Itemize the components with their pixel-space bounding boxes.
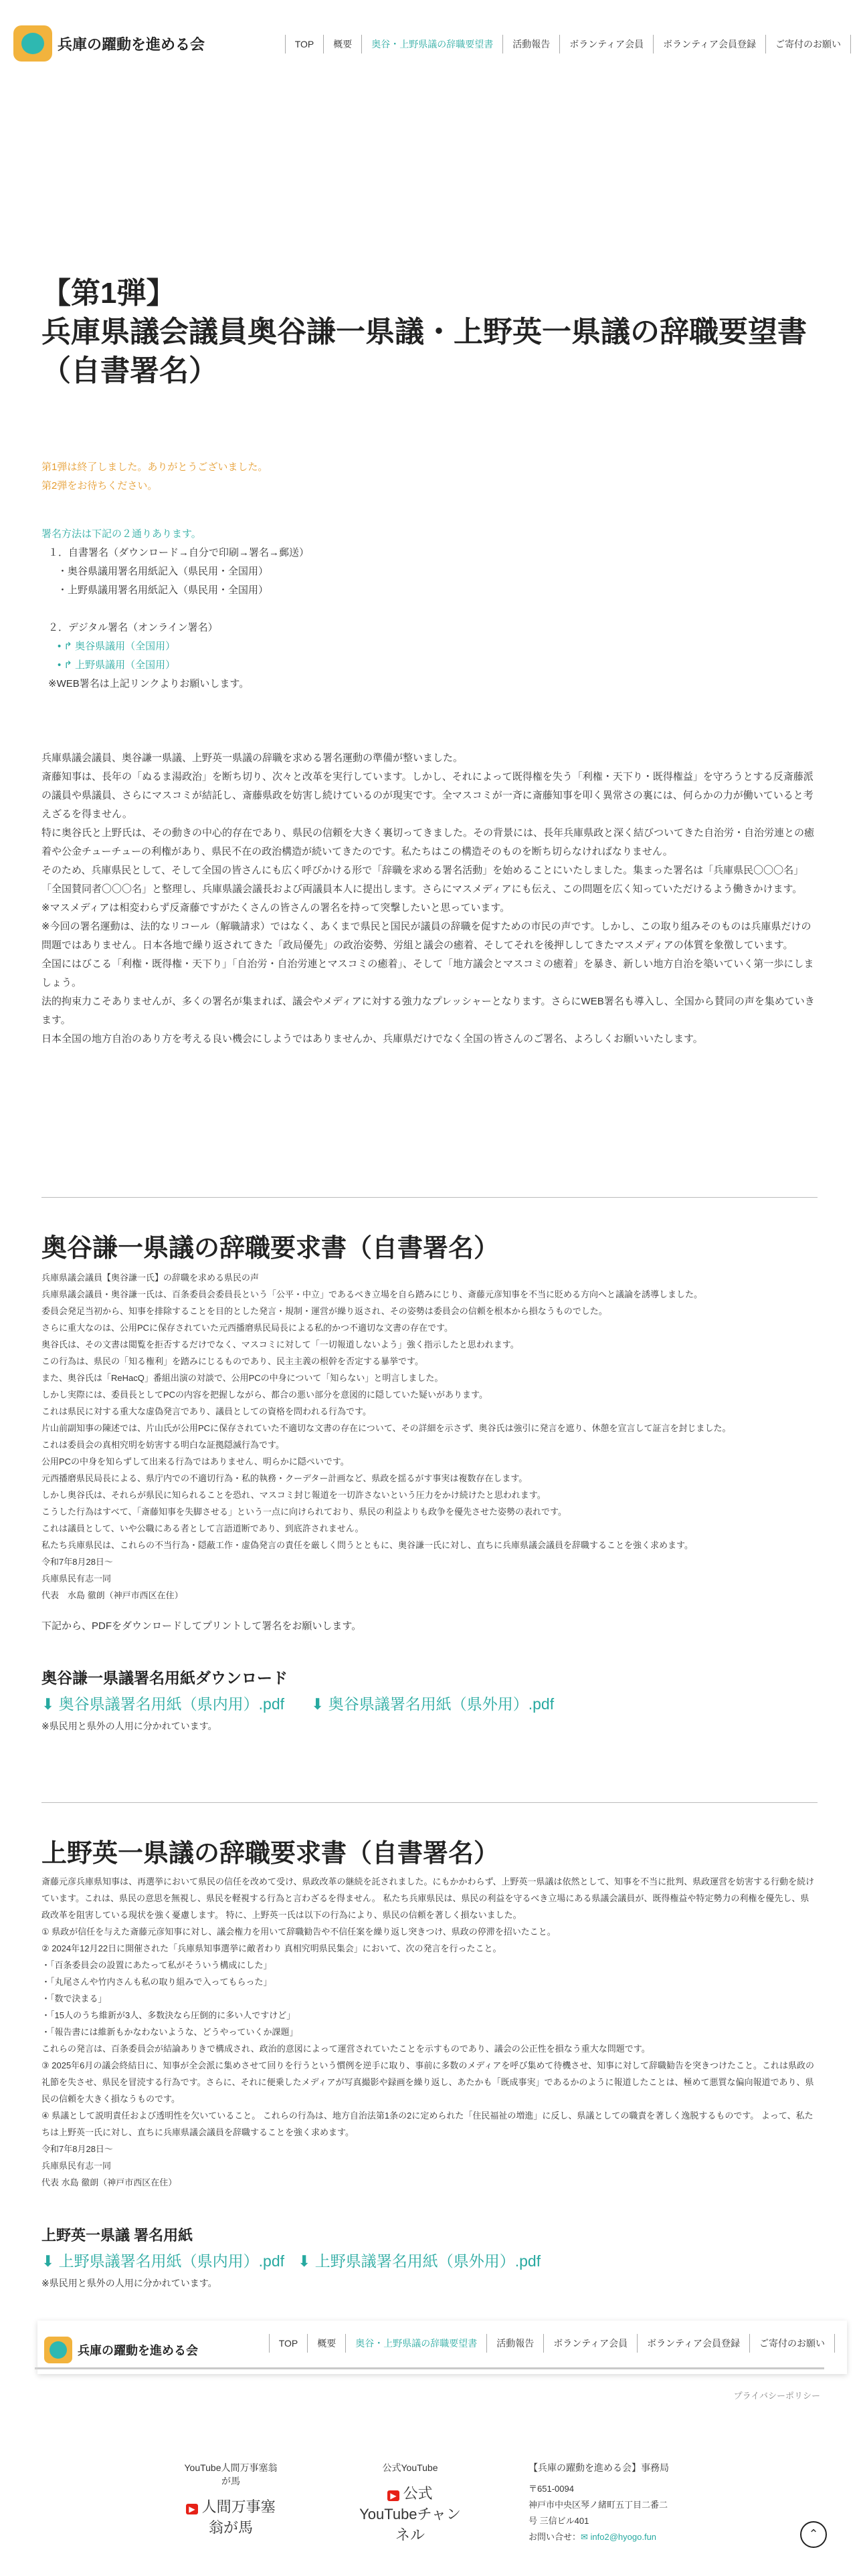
chevron-up-icon: ⌃ xyxy=(808,2527,819,2541)
okutani-line: こうした行為はすべて、「斎藤知事を失脚させる」という一点に向けられており、県民の利益よりも政争を優先させた姿勢の表れです。 xyxy=(41,1507,567,1517)
footer-nav-resignation[interactable]: 奥谷・上野県議の辞職要望書 xyxy=(345,2334,486,2353)
notice-block xyxy=(41,458,268,496)
footer-nav-bar xyxy=(37,2321,847,2374)
footer-col-address xyxy=(529,2461,689,2545)
intro-paragraph: 法的拘束力こそありませんが、多くの署名が集まれば、議会やメディアに対する強力なプレッシャーとなります。さらにWEB署名も導入し、全国から賛同の声を集めていきます。 xyxy=(41,996,815,1026)
youtube-icon: ▶ xyxy=(186,2504,197,2514)
method-item-1a: ・奥谷県議用署名用紙記入（県民用・全国用） xyxy=(58,566,269,577)
site-title: 兵庫の躍動を進める会 xyxy=(58,35,205,53)
privacy-policy-link[interactable]: プライバシーポリシー xyxy=(733,2391,820,2401)
col2-sub: ネル xyxy=(395,2527,425,2543)
signature-methods xyxy=(41,525,818,693)
ueno-line: ・「15人のうち維新が3人、多数決なら圧倒的に多い人ですけど」 xyxy=(41,2010,296,2020)
logo-icon xyxy=(13,25,52,62)
okutani-pdf-links xyxy=(41,1692,818,1714)
col2-link[interactable]: ▶ 公式 xyxy=(353,2482,467,2503)
logo-icon xyxy=(44,2337,72,2363)
col2-title: 公式YouTube xyxy=(382,2462,438,2473)
okutani-line: これは県民に対する重大な虚偽発言であり、議員としての資格を問われる行為です。 xyxy=(41,1406,371,1416)
bullet-icon: • ↱ xyxy=(58,659,76,671)
main-nav xyxy=(285,35,851,53)
okutani-line: 兵庫県議会議員・奥谷謙一氏は、百条委員会委員長という「公平・中立」であるべき立場を自ら踏みにじり、斎藤元彦知事を不当に貶める方向へと議論を誘導しました。 xyxy=(41,1289,703,1299)
intro-paragraph: 全国にはびこる「利権・既得権・天下り」「自治労・自治労連とマスコミの癒着」、そして「地方議会とマスコミの癒着」を暴き、新しい地方自治を築いていく第一歩にしましょう。 xyxy=(41,958,814,988)
ueno-line: ・「百条委員会の設置にあたって私がそういう構成にした」 xyxy=(41,1960,272,1970)
divider xyxy=(41,1197,818,1198)
notice-finished: 第1弾は終了しました。ありがとうございました。 xyxy=(41,461,268,473)
footer-nav-activity[interactable]: 活動報告 xyxy=(486,2334,543,2353)
col1-link[interactable]: ▶ 人間万事塞 xyxy=(181,2496,281,2516)
okutani-line: 奥谷氏は、その文書は閲覧を拒否するだけでなく、マスコミに対して「一切報道しないよう」強く指示したと思われます。 xyxy=(41,1339,519,1350)
okutani-line: 兵庫県議会議員【奥谷謙一氏】の辞職を求める県民の声 xyxy=(41,1273,260,1283)
okutani-line: 元西播磨県民局長による、県庁内での不適切行為・私的執務・クーデター計画など、県政を揺るがす事実は複数存在します。 xyxy=(41,1473,528,1483)
notice-next: 第2弾をお待ちください。 xyxy=(41,480,158,492)
okutani-pdf-note: ※県民用と県外の人用に分かれています。 xyxy=(41,1721,217,1731)
youtube-icon: ▶ xyxy=(387,2490,399,2501)
okutani-line: 私たち兵庫県民は、これらの不当行為・隠蔽工作・虚偽発言の責任を厳しく問うとともに、奥谷謙一氏に対し、直ちに兵庫県議会議員を辞職することを強く求めます。 xyxy=(41,1540,693,1550)
intro-paragraph: 兵庫県議会議員、奥谷謙一県議、上野英一県議の辞職を求める署名運動の準備が整いました。 xyxy=(41,752,464,764)
ueno-line: ③ 2025年6月の議会終結日に、知事が全会派に集めさせて回りを行うという慣例を逆手に取り、事前に多数のメディアを呼び集めて待機させ、知事に対して辞職勧告を突きつけたこと。これは県政の礼節を失させ、県民を冒涜する行為です。さらに、それに便乗したメディアが写真撮影や録画を繰り返し、あたかも「既成事実」であるかのように報道したことは、極めて悪質な偏向報道であり、県民の信頼を大きく損なうものです。 xyxy=(41,2060,814,2104)
method-item-1b: ・上野県議用署名用紙記入（県民用・全国用） xyxy=(58,584,269,596)
ueno-pdf-links xyxy=(41,2249,818,2271)
okutani-line: 令和7年8月28日～ xyxy=(41,1557,113,1567)
okutani-line: しかし奥谷氏は、それらが県民に知られることを恐れ、マスコミ封じ報道を一切許さないという圧力をかけ続けたと思われます。 xyxy=(41,1490,546,1500)
ueno-pdf-note: ※県民用と県外の人用に分かれています。 xyxy=(41,2278,217,2288)
digital-link-ueno[interactable]: • ↱ 上野県議用（全国用） xyxy=(58,659,176,671)
okutani-line: 代表 水島 徹朗（神戸市西区在住） xyxy=(41,1590,183,1600)
ueno-line: ② 2024年12月22日に開催された「兵庫県知事選挙に敵者わり 真相究明県民集会」において、次の発言を行ったこと。 xyxy=(41,1943,502,1953)
mail-icon: ✉ xyxy=(581,2532,588,2542)
footer-nav-top[interactable]: TOP xyxy=(269,2334,308,2353)
nav-volunteer[interactable]: ボランティア会員 xyxy=(559,35,653,53)
method-item-1: １．自書署名（ダウンロード→自分で印刷→署名→郵送） xyxy=(48,547,310,558)
okutani-pdf-in-link[interactable]: ⬇ 奥谷県議署名用紙（県内用）.pdf xyxy=(41,1695,285,1713)
download-icon: ⬇ xyxy=(41,2252,59,2270)
footer-col-youtube-1 xyxy=(181,2461,281,2537)
nav-volunteer-register[interactable]: ボランティア会員登録 xyxy=(653,35,765,53)
ueno-title: 上野英一県議の辞職要求書（自書署名） xyxy=(41,1840,500,1868)
col1-title: YouTube人間万事塞翁が馬 xyxy=(184,2462,278,2486)
footer-nav xyxy=(269,2334,835,2353)
ueno-line: 斎藤元彦兵庫県知事は、再選挙において県民の信任を改めて受け、県政改革の継続を託されました。にもかかわらず、上野英一県議は依然として、知事を不当に批判、県政運営を妨害する行動を続けています。これは、県民の意思を無視し、県民を軽視する行為と言わざるを得ません。 私たち兵庫県民は、県民の利益を守るべき立場にある県議会議員が、既得権益や特定勢力の利権を優先し、県政改革を阻害している現状を強く憂慮します。 特に、上野英一氏は以下の行為により、県民の信頼を著しく損ないました。 xyxy=(41,1876,815,1920)
download-icon: ⬇ xyxy=(298,2252,315,2270)
intro-paragraph: 特に奥谷氏と上野氏は、その動きの中心的存在であり、県民の信頼を大きく裏切ってきました。その背景には、長年兵庫県政と深く結びついてきた自治労・自治労連との癒着や公金チューチューの利権があり、県民不在の政治構造が続いてきたのです。私たちはこの構造そのものを断ち切らなければなりません。 xyxy=(41,827,815,857)
nav-top[interactable]: TOP xyxy=(285,35,324,53)
col3-title: 【兵庫の躍動を進める会】事務局 xyxy=(529,2462,669,2473)
intro-paragraph: 日本全国の地方自治のあり方を考える良い機会にしようではありませんか、兵庫県だけでなく全国の皆さんのご署名、よろしくお願いいたします。 xyxy=(41,1033,703,1045)
method-item-2: ２．デジタル署名（オンライン署名） xyxy=(48,622,218,633)
heading-kicker: 【第1弾】 xyxy=(41,277,176,310)
intro-section xyxy=(41,749,818,1049)
footer-col-youtube-2 xyxy=(353,2461,467,2545)
okutani-line: これは議員として、いや公職にある者として言語道断であり、到底許されません。 xyxy=(41,1523,364,1533)
intro-paragraph: そのため、兵庫県民として、そして全国の皆さんにも広く呼びかける形で「辞職を求める署名活動」を始めることにいたしました。集まった署名は「兵庫県民〇〇〇名」「全国賛同者〇〇〇名」と整理し、兵庫県議会議長および両議員本人に提出します。さらにマスメディアにも伝え、この問題を広く知っていただけるよう働きかけます。 xyxy=(41,865,804,895)
site-logo[interactable] xyxy=(13,25,205,62)
nav-resignation[interactable]: 奥谷・上野県議の辞職要望書 xyxy=(361,35,502,53)
nav-activity[interactable]: 活動報告 xyxy=(502,35,559,53)
download-icon: ⬇ xyxy=(41,1695,59,1713)
ueno-line: 代表 水島 徹朗（神戸市西区在住） xyxy=(41,2177,177,2187)
ueno-pdf-in-link[interactable]: ⬇ 上野県議署名用紙（県内用）.pdf xyxy=(41,2252,285,2270)
okutani-line: 公用PCの中身を知らずして出来る行為ではありません、明らかに隠ぺいです。 xyxy=(41,1457,349,1467)
ueno-line: ・「数で決まる」 xyxy=(41,1994,107,2004)
divider xyxy=(41,1802,818,1803)
download-instruction: 下記から、PDFをダウンロードしてプリントして署名をお願いします。 xyxy=(41,1620,362,1632)
address-line: 〒651-0094 xyxy=(529,2484,574,2494)
intro-paragraph: ※マスメディアは相変わらず反斎藤ですがたくさんの皆さんの署名を持って突撃したいと思っています。 xyxy=(41,902,510,914)
intro-paragraph: 斎藤知事は、長年の「ぬるま湯政治」を断ち切り、次々と改革を実行しています。しかし、それによって既得権を失う「利権・天下り・既得権益」を守ろうとする反斎藤派の議員や県議員、さらにマスコミが結託し、斎藤県政を妨害し続けているのが現実です。全マスコミが一斉に斎藤知事を叩く異常さの裏には、何らかの力が働いていると考えざるを得ません。 xyxy=(41,771,814,820)
col1-sub: 翁が馬 xyxy=(208,2519,253,2536)
ueno-line: 兵庫県民有志一同 xyxy=(41,2161,112,2171)
address-line: 号 三信ビル401 xyxy=(529,2516,589,2526)
methods-heading: 署名方法は下記の２通りあります。 xyxy=(41,528,201,540)
okutani-line: 片山前副知事の陳述では、片山氏が公用PCに保存されていた不適切な文書の存在について、その詳細を示さず、奥谷氏は強引に発言を遮り、休憩を宣言して証言を封じました。 xyxy=(41,1423,731,1433)
digital-link-okutani[interactable]: • ↱ 奥谷県議用（全国用） xyxy=(58,641,176,652)
address-line: 神戸市中央区琴ノ緒町五丁目二番二 xyxy=(529,2500,668,2510)
ueno-line: ④ 県議として説明責任および透明性を欠いていること。 これらの行為は、地方自治法第1条の2に定められた「住民福祉の増進」に反し、県議としての職責を著しく逸脱するものです。 よって、私たちは上野英一氏に対し、直ちに兵庫県議会議員を辞職することを強く求めます。 xyxy=(41,2111,814,2137)
intro-paragraph: ※今回の署名運動は、法的なリコール（解職請求）ではなく、あくまで県民と国民が議員の辞職を促すための市民の声です。しかし、この取り組みそのものは兵庫県だけの問題ではありません。日本各地で繰り返されてきた「政局優先」の政治姿勢、労組と議会の癒着、そしてそれを後押ししてきたマスメディアの体質を象徴しています。 xyxy=(41,921,812,951)
mail-link[interactable]: ✉ info2@hyogo.fun xyxy=(581,2532,657,2542)
ueno-download-heading: 上野英一県議 署名用紙 xyxy=(41,2227,193,2244)
footer-nav-volunteer-register[interactable]: ボランティア会員登録 xyxy=(637,2334,749,2353)
okutani-line: この行為は、県民の「知る権利」を踏みにじるものであり、民主主義の根幹を否定する暴挙です。 xyxy=(41,1356,423,1366)
back-to-top-button[interactable] xyxy=(800,2521,827,2548)
contact-line: お問い合せ：✉ info2@hyogo.fun xyxy=(529,2532,657,2542)
okutani-download-heading: 奥谷謙一県議署名用紙ダウンロード xyxy=(41,1669,288,1687)
ueno-line: ・「丸尾さんや竹内さんも私の取り組みで入ってもらった」 xyxy=(41,1977,272,1987)
site-header xyxy=(0,0,859,87)
nav-donation[interactable]: ご寄付のお願い xyxy=(765,35,851,53)
okutani-title: 奥谷謙一県議の辞職要求書（自書署名） xyxy=(41,1235,500,1263)
download-icon: ⬇ xyxy=(311,1695,328,1713)
ueno-line: 令和7年8月28日～ xyxy=(41,2144,113,2154)
okutani-section xyxy=(41,1227,818,1733)
ueno-line: これらの発言は、百条委員会が結論ありきで構成され、政治的意図によって運営されていたことを示すものであり、議会の公正性を損なう重大な問題です。 xyxy=(41,2044,650,2054)
okutani-line: さらに重大なのは、公用PCに保存されていた元西播磨県民局長による私的かつ不適切な文書の存在です。 xyxy=(41,1323,454,1333)
footer-nav-overview[interactable]: 概要 xyxy=(307,2334,345,2353)
heading-title: 兵庫県議会議員奥谷謙一県議・上野英一県議の辞職要望書（自書署名） xyxy=(41,316,807,387)
col2-sub: YouTubeチャン xyxy=(359,2506,461,2523)
ueno-section xyxy=(41,1832,818,2290)
footer-logo[interactable] xyxy=(44,2337,198,2363)
footer-nav-volunteer[interactable]: ボランティア会員 xyxy=(543,2334,637,2353)
okutani-line: また、奥谷氏は「ReHacQ」番組出演の対談で、公用PCの中身について「知らない」と明言しました。 xyxy=(41,1373,444,1383)
bullet-icon: • ↱ xyxy=(58,641,76,652)
footer-site-title: 兵庫の躍動を進める会 xyxy=(78,2344,198,2357)
page-heading xyxy=(41,274,818,391)
okutani-line: 委員会発足当初から、知事を排除することを目的とした発言・規制・運営が繰り返され、その姿勢は委員会の信頼を根本から損なうものでした。 xyxy=(41,1306,607,1316)
okutani-line: これは委員会の真相究明を妨害する明白な証拠隠滅行為です。 xyxy=(41,1440,284,1450)
okutani-line: 兵庫県民有志一同 xyxy=(41,1574,112,1584)
ueno-pdf-out-link[interactable]: ⬇ 上野県議署名用紙（県外用）.pdf xyxy=(298,2252,541,2270)
okutani-line: しかし実際には、委員長としてPCの内容を把握しながら、都合の悪い部分を意図的に隠していた疑いがあります。 xyxy=(41,1390,488,1400)
ueno-line: ① 県政が信任を与えた斎藤元彦知事に対し、議会権力を用いて辞職勧告や不信任案を繰り返し突きつけ、県政の停滞を招いたこと。 xyxy=(41,1927,556,1937)
okutani-pdf-out-link[interactable]: ⬇ 奥谷県議署名用紙（県外用）.pdf xyxy=(311,1695,555,1713)
footer-nav-donation[interactable]: ご寄付のお願い xyxy=(749,2334,835,2353)
ueno-line: ・「報告書には維新もかなわないような、どうやっていくか課題」 xyxy=(41,2027,298,2037)
web-signature-note: ※WEB署名は上記リンクよりお願いします。 xyxy=(48,678,250,689)
nav-overview[interactable]: 概要 xyxy=(323,35,361,53)
